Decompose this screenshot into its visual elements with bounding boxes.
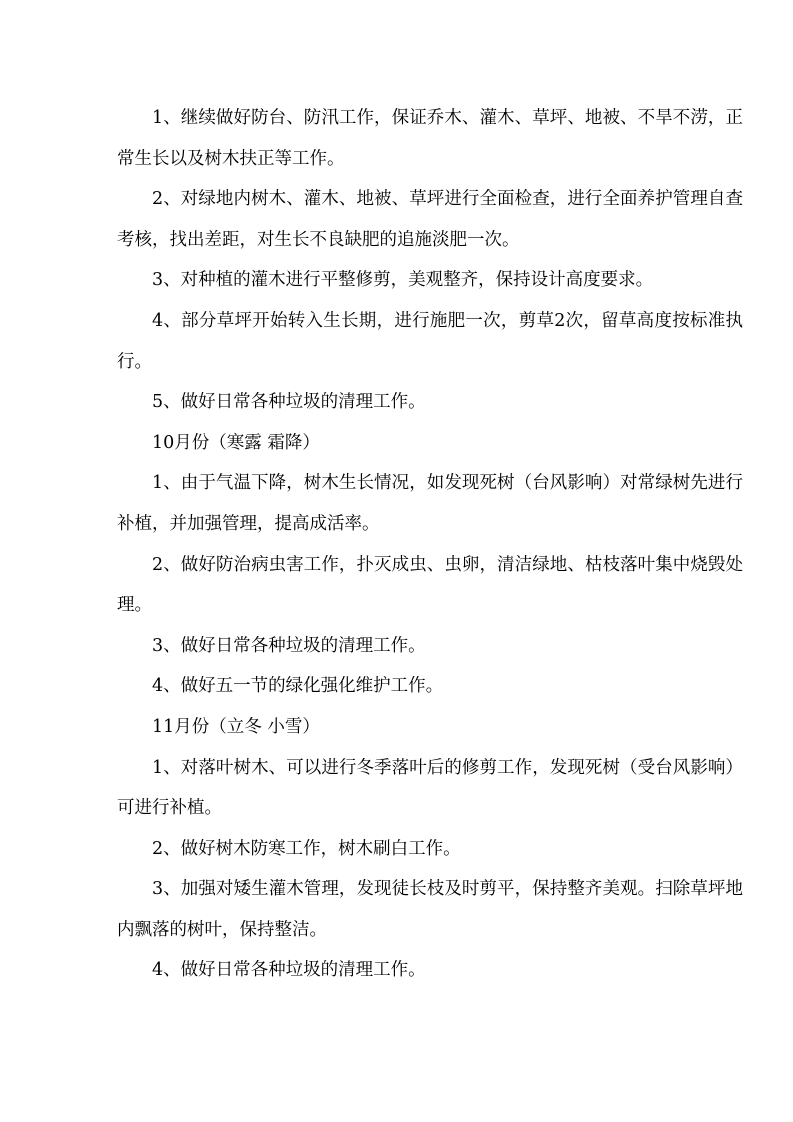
paragraph-sep-task-5: 5、做好日常各种垃圾的清理工作。 <box>152 392 426 413</box>
section-heading-october: 10月份（寒露 霜降） <box>152 432 320 453</box>
paragraph-nov-task-4: 4、做好日常各种垃圾的清理工作。 <box>152 960 426 981</box>
paragraph-nov-task-2: 2、做好树木防寒工作，树木刷白工作。 <box>152 838 461 859</box>
paragraph-sep-task-3: 3、对种植的灌木进行平整修剪，美观整齐，保持设计高度要求。 <box>152 270 654 291</box>
paragraph-sep-task-1: 1、继续做好防台、防汛工作，保证乔木、灌木、草坪、地被、不旱不涝，正常生长以及树木扶正等工作。 <box>117 108 743 169</box>
paragraph-nov-task-1: 1、对落叶树木、可以进行冬季落叶后的修剪工作，发现死树（受台风影响）可进行补植。 <box>117 757 743 819</box>
paragraph-oct-task-1: 1、由于气温下降，树木生长情况，如发现死树（台风影响）对常绿树先进行补植，并加强管理，提高成活率。 <box>117 473 743 534</box>
paragraph-oct-task-4: 4、做好五一节的绿化强化维护工作。 <box>152 676 444 697</box>
paragraph-oct-task-3: 3、做好日常各种垃圾的清理工作。 <box>152 635 426 656</box>
document-body <box>117 98 743 991</box>
paragraph-sep-task-4: 4、部分草坪开始转入生长期，进行施肥一次，剪草2次，留草高度按标准执行。 <box>117 310 743 372</box>
section-heading-november: 11月份（立冬 小雪） <box>152 716 320 737</box>
paragraph-oct-task-2: 2、做好防治病虫害工作，扑灭成虫、虫卵，清洁绿地、枯枝落叶集中烧毁处理。 <box>117 554 743 616</box>
paragraph-nov-task-3: 3、加强对矮生灌木管理，发现徒长枝及时剪平，保持整齐美观。扫除草坪地内飘落的树叶，保持整洁。 <box>117 879 743 940</box>
paragraph-sep-task-2: 2、对绿地内树木、灌木、地被、草坪进行全面检查，进行全面养护管理自查考核，找出差距，对生长不良缺肥的追施淡肥一次。 <box>117 189 743 250</box>
